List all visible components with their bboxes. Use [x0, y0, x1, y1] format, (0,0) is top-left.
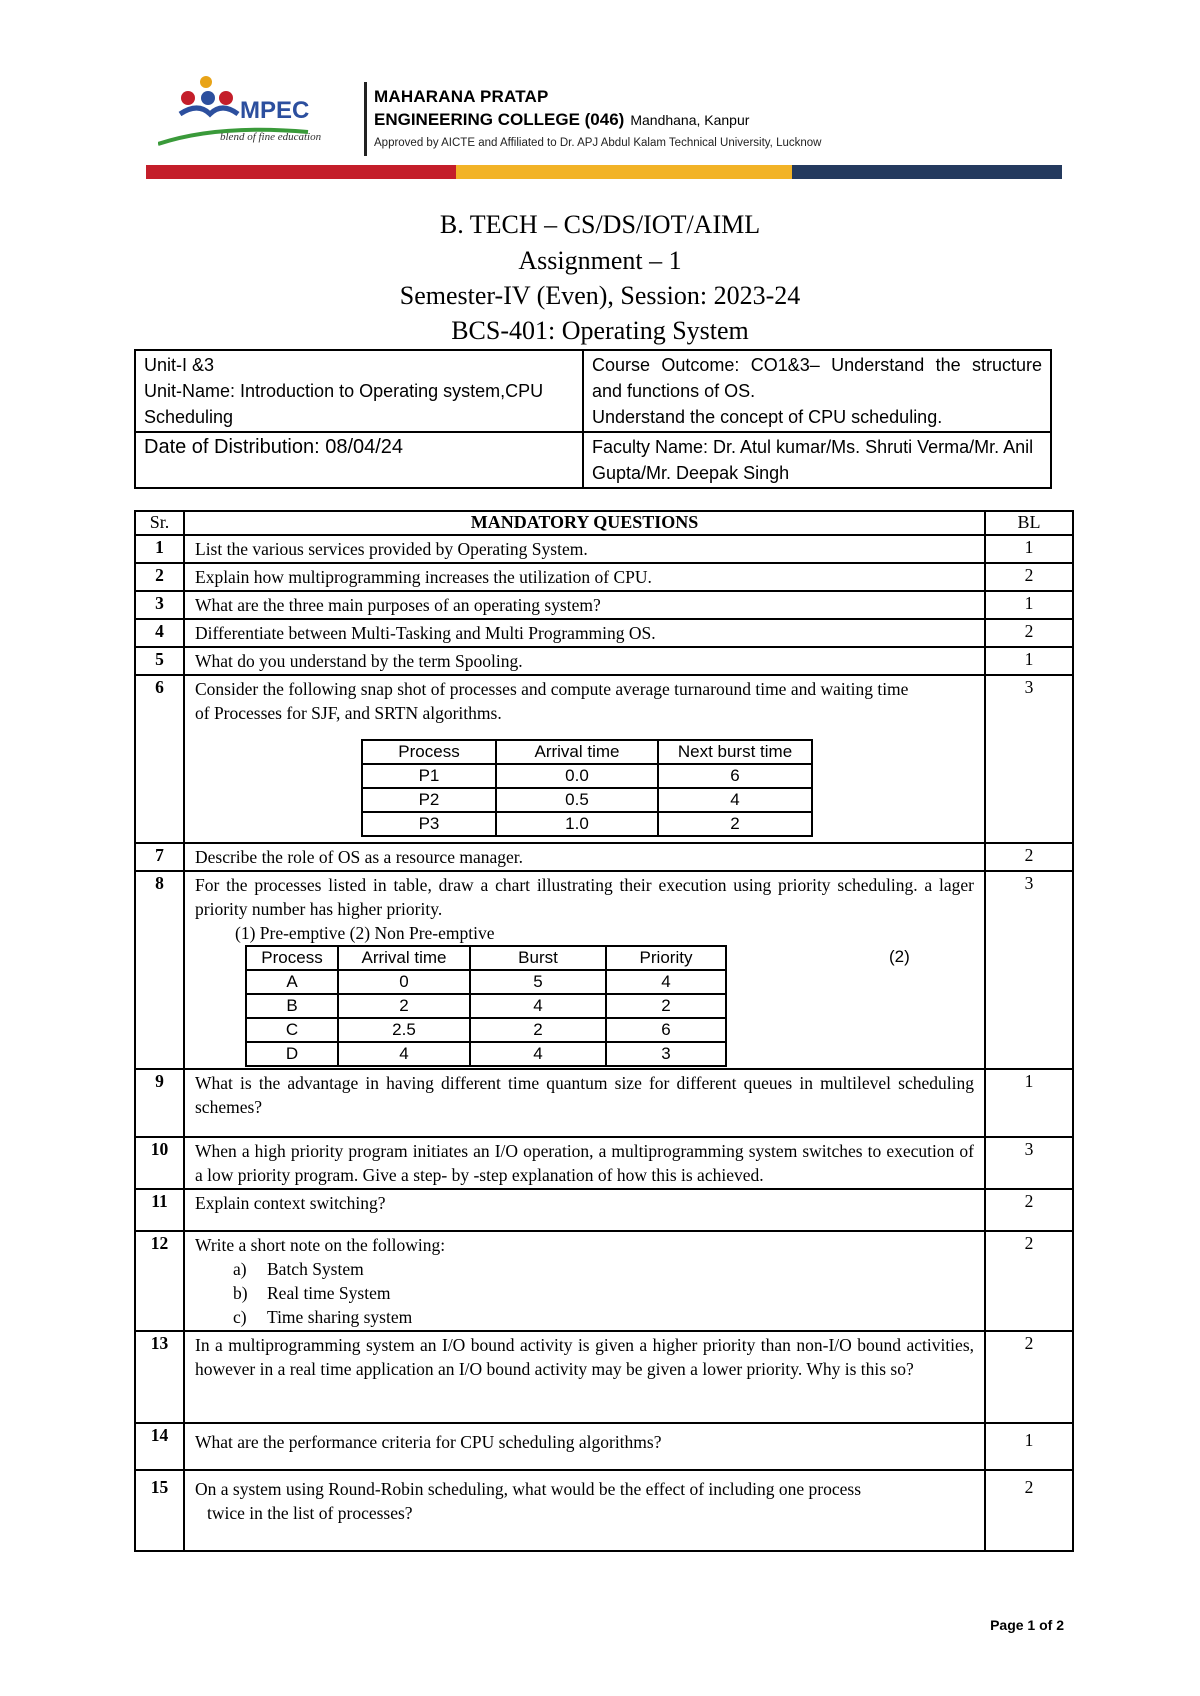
bloom-level: 3	[985, 675, 1073, 843]
questions-header-row	[135, 511, 1073, 535]
option-label: b)	[233, 1283, 248, 1303]
table-cell: 2.5	[338, 1018, 470, 1042]
table-cell: 0.5	[496, 788, 658, 812]
table-header: Process	[246, 946, 338, 970]
q12-option	[195, 1305, 974, 1329]
bloom-level: 1	[985, 647, 1073, 675]
unit-cell	[135, 350, 583, 432]
bloom-level: 2	[985, 1231, 1073, 1331]
college-name-line1: MAHARANA PRATAP	[374, 87, 549, 106]
logo-tagline: blend of fine education	[220, 131, 322, 143]
question-number: 15	[135, 1470, 184, 1551]
table-cell: 6	[606, 1018, 726, 1042]
question-number: 12	[135, 1231, 184, 1331]
table-cell: 0	[338, 970, 470, 994]
q8-marks: (2)	[889, 947, 910, 966]
college-place: Mandhana, Kanpur	[630, 112, 750, 128]
question-text-cont: twice in the list of processes?	[207, 1503, 413, 1523]
question-number: 3	[135, 591, 184, 619]
question-number: 13	[135, 1331, 184, 1423]
option-label: a)	[233, 1259, 247, 1279]
stripe-yellow	[456, 165, 792, 179]
table-cell: 0.0	[496, 764, 658, 788]
table-cell: 2	[338, 994, 470, 1018]
q8-process-table	[245, 945, 727, 1067]
question-12-cell	[184, 1231, 985, 1331]
question-text: What are the performance criteria for CPU scheduling algorithms?	[184, 1423, 985, 1470]
question-text: For the processes listed in table, draw a chart illustrating their execution using priority scheduling. a lager priority number has higher priority.	[195, 875, 974, 919]
col-bl: BL	[985, 511, 1073, 535]
question-row	[135, 1137, 1073, 1189]
bloom-level: 2	[985, 843, 1073, 871]
table-header: Priority	[606, 946, 726, 970]
table-cell: 4	[470, 994, 606, 1018]
college-header	[374, 86, 821, 154]
college-name-code: ENGINEERING COLLEGE (046)	[374, 110, 625, 129]
table-cell: D	[246, 1042, 338, 1066]
questions-table	[134, 510, 1074, 1552]
course-outcome-cell	[583, 350, 1051, 432]
course-outcome: Course Outcome: CO1&3– Understand the structure and functions of OS.	[592, 355, 1042, 401]
col-sr: Sr.	[135, 511, 184, 535]
table-header: Process	[362, 740, 496, 764]
assignment-title: Assignment – 1	[518, 246, 682, 275]
question-row	[135, 563, 1073, 591]
bloom-level: 2	[985, 619, 1073, 647]
table-row	[246, 1042, 726, 1066]
color-stripes	[146, 165, 1062, 179]
question-number: 6	[135, 675, 184, 843]
option-text: Batch System	[267, 1259, 364, 1279]
table-header: Burst	[470, 946, 606, 970]
table-header: Arrival time	[338, 946, 470, 970]
question-text: Write a short note on the following:	[195, 1235, 446, 1255]
unit: Unit-I &3	[144, 355, 215, 375]
question-15-cell	[184, 1470, 985, 1551]
question-text: On a system using Round-Robin scheduling, what would be the effect of including one process	[195, 1479, 862, 1499]
bloom-level: 2	[985, 563, 1073, 591]
question-text: Explain context switching?	[184, 1189, 985, 1231]
table-cell: 4	[338, 1042, 470, 1066]
table-cell: C	[246, 1018, 338, 1042]
q6-process-table	[361, 739, 813, 837]
question-text: Explain how multiprogramming increases the utilization of CPU.	[184, 563, 985, 591]
question-row	[135, 1470, 1073, 1551]
question-row	[135, 647, 1073, 675]
question-text: What do you understand by the term Spooling.	[184, 647, 985, 675]
q8-modes: (1) Pre-emptive (2) Non Pre-emptive	[235, 923, 495, 943]
question-text: Differentiate between Multi-Tasking and Multi Programming OS.	[184, 619, 985, 647]
page-number: Page 1 of 2	[990, 1617, 1064, 1633]
question-number: 14	[135, 1423, 184, 1470]
bloom-level: 2	[985, 1470, 1073, 1551]
question-number: 10	[135, 1137, 184, 1189]
question-text: What is the advantage in having different time quantum size for different queues in multilevel scheduling schemes?	[184, 1069, 985, 1137]
bloom-level: 1	[985, 1423, 1073, 1470]
table-row	[362, 788, 812, 812]
course-outcome-2: Understand the concept of CPU scheduling.	[592, 407, 943, 427]
question-row	[135, 535, 1073, 563]
stripe-red	[146, 165, 456, 179]
table-cell: 1.0	[496, 812, 658, 836]
table-cell: 2	[658, 812, 812, 836]
option-label: c)	[233, 1307, 247, 1327]
table-cell: A	[246, 970, 338, 994]
unit-name: Unit-Name: Introduction to Operating system,CPU Scheduling	[144, 381, 544, 427]
question-number: 9	[135, 1069, 184, 1137]
option-text: Time sharing system	[267, 1307, 413, 1327]
table-cell: 5	[470, 970, 606, 994]
college-name-line2	[374, 108, 821, 132]
bloom-level: 1	[985, 591, 1073, 619]
header-divider	[364, 82, 367, 156]
question-number: 1	[135, 535, 184, 563]
logo-text: MPEC	[240, 97, 310, 124]
table-cell: P3	[362, 812, 496, 836]
question-8-cell	[184, 871, 985, 1069]
bloom-level: 2	[985, 1331, 1073, 1423]
table-cell: 3	[606, 1042, 726, 1066]
question-text: List the various services provided by Operating System.	[184, 535, 985, 563]
subject-title: BCS-401: Operating System	[451, 316, 749, 345]
program-title: B. TECH – CS/DS/IOT/AIML	[439, 210, 761, 239]
table-header: Next burst time	[658, 740, 812, 764]
table-cell: 6	[658, 764, 812, 788]
faculty-cell: Faculty Name: Dr. Atul kumar/Ms. Shruti Verma/Mr. Anil Gupta/Mr. Deepak Singh	[583, 432, 1051, 488]
table-header: Arrival time	[496, 740, 658, 764]
question-text: Describe the role of OS as a resource manager.	[184, 843, 985, 871]
table-row	[362, 812, 812, 836]
table-cell: 4	[606, 970, 726, 994]
table-cell: P1	[362, 764, 496, 788]
question-number: 8	[135, 871, 184, 1069]
question-row	[135, 619, 1073, 647]
college-approval: Approved by AICTE and Affiliated to Dr. APJ Abdul Kalam Technical University, Lucknow	[374, 137, 822, 149]
q12-option	[195, 1281, 974, 1305]
question-row	[135, 591, 1073, 619]
info-table	[134, 349, 1052, 489]
table-cell: 2	[470, 1018, 606, 1042]
bloom-level: 1	[985, 535, 1073, 563]
question-text: Consider the following snap shot of processes and compute average turnaround time and waiting time of Processes for SJF, and SRTN algorithms.	[195, 679, 909, 723]
question-row	[135, 1231, 1073, 1331]
question-row	[135, 1423, 1073, 1470]
semester-title: Semester-IV (Even), Session: 2023-24	[399, 281, 801, 310]
logo-star-icon	[200, 76, 212, 88]
option-text: Real time System	[267, 1283, 391, 1303]
question-row	[135, 1189, 1073, 1231]
bloom-level: 3	[985, 1137, 1073, 1189]
question-row	[135, 1331, 1073, 1423]
bloom-level: 3	[985, 871, 1073, 1069]
table-cell: 4	[470, 1042, 606, 1066]
stripe-navy	[792, 165, 1062, 179]
question-6-cell	[184, 675, 985, 843]
col-questions: MANDATORY QUESTIONS	[184, 511, 985, 535]
q12-option	[195, 1257, 974, 1281]
table-cell: P2	[362, 788, 496, 812]
question-row	[135, 871, 1073, 1069]
table-row	[362, 764, 812, 788]
question-number: 11	[135, 1189, 184, 1231]
question-number: 4	[135, 619, 184, 647]
question-number: 5	[135, 647, 184, 675]
question-row	[135, 675, 1073, 843]
table-row	[246, 1018, 726, 1042]
bloom-level: 2	[985, 1189, 1073, 1231]
question-row	[135, 1069, 1073, 1137]
table-row	[246, 970, 726, 994]
table-cell: 2	[606, 994, 726, 1018]
bloom-level: 1	[985, 1069, 1073, 1137]
question-text: What are the three main purposes of an operating system?	[184, 591, 985, 619]
question-number: 2	[135, 563, 184, 591]
date-cell: Date of Distribution: 08/04/24	[135, 432, 583, 488]
question-row	[135, 843, 1073, 871]
question-number: 7	[135, 843, 184, 871]
table-row	[246, 994, 726, 1018]
table-cell: 4	[658, 788, 812, 812]
table-cell: B	[246, 994, 338, 1018]
question-text: When a high priority program initiates an I/O operation, a multiprogramming system switches to execution of a low priority program. Give a step- by -step explanation of how this is achieved.	[184, 1137, 985, 1189]
question-text: In a multiprogramming system an I/O bound activity is given a higher priority than non-I/O bound activities, however in a real time application an I/O bound activity may be given a lower priority. Why is this so?	[184, 1331, 985, 1423]
college-logo	[158, 74, 358, 154]
